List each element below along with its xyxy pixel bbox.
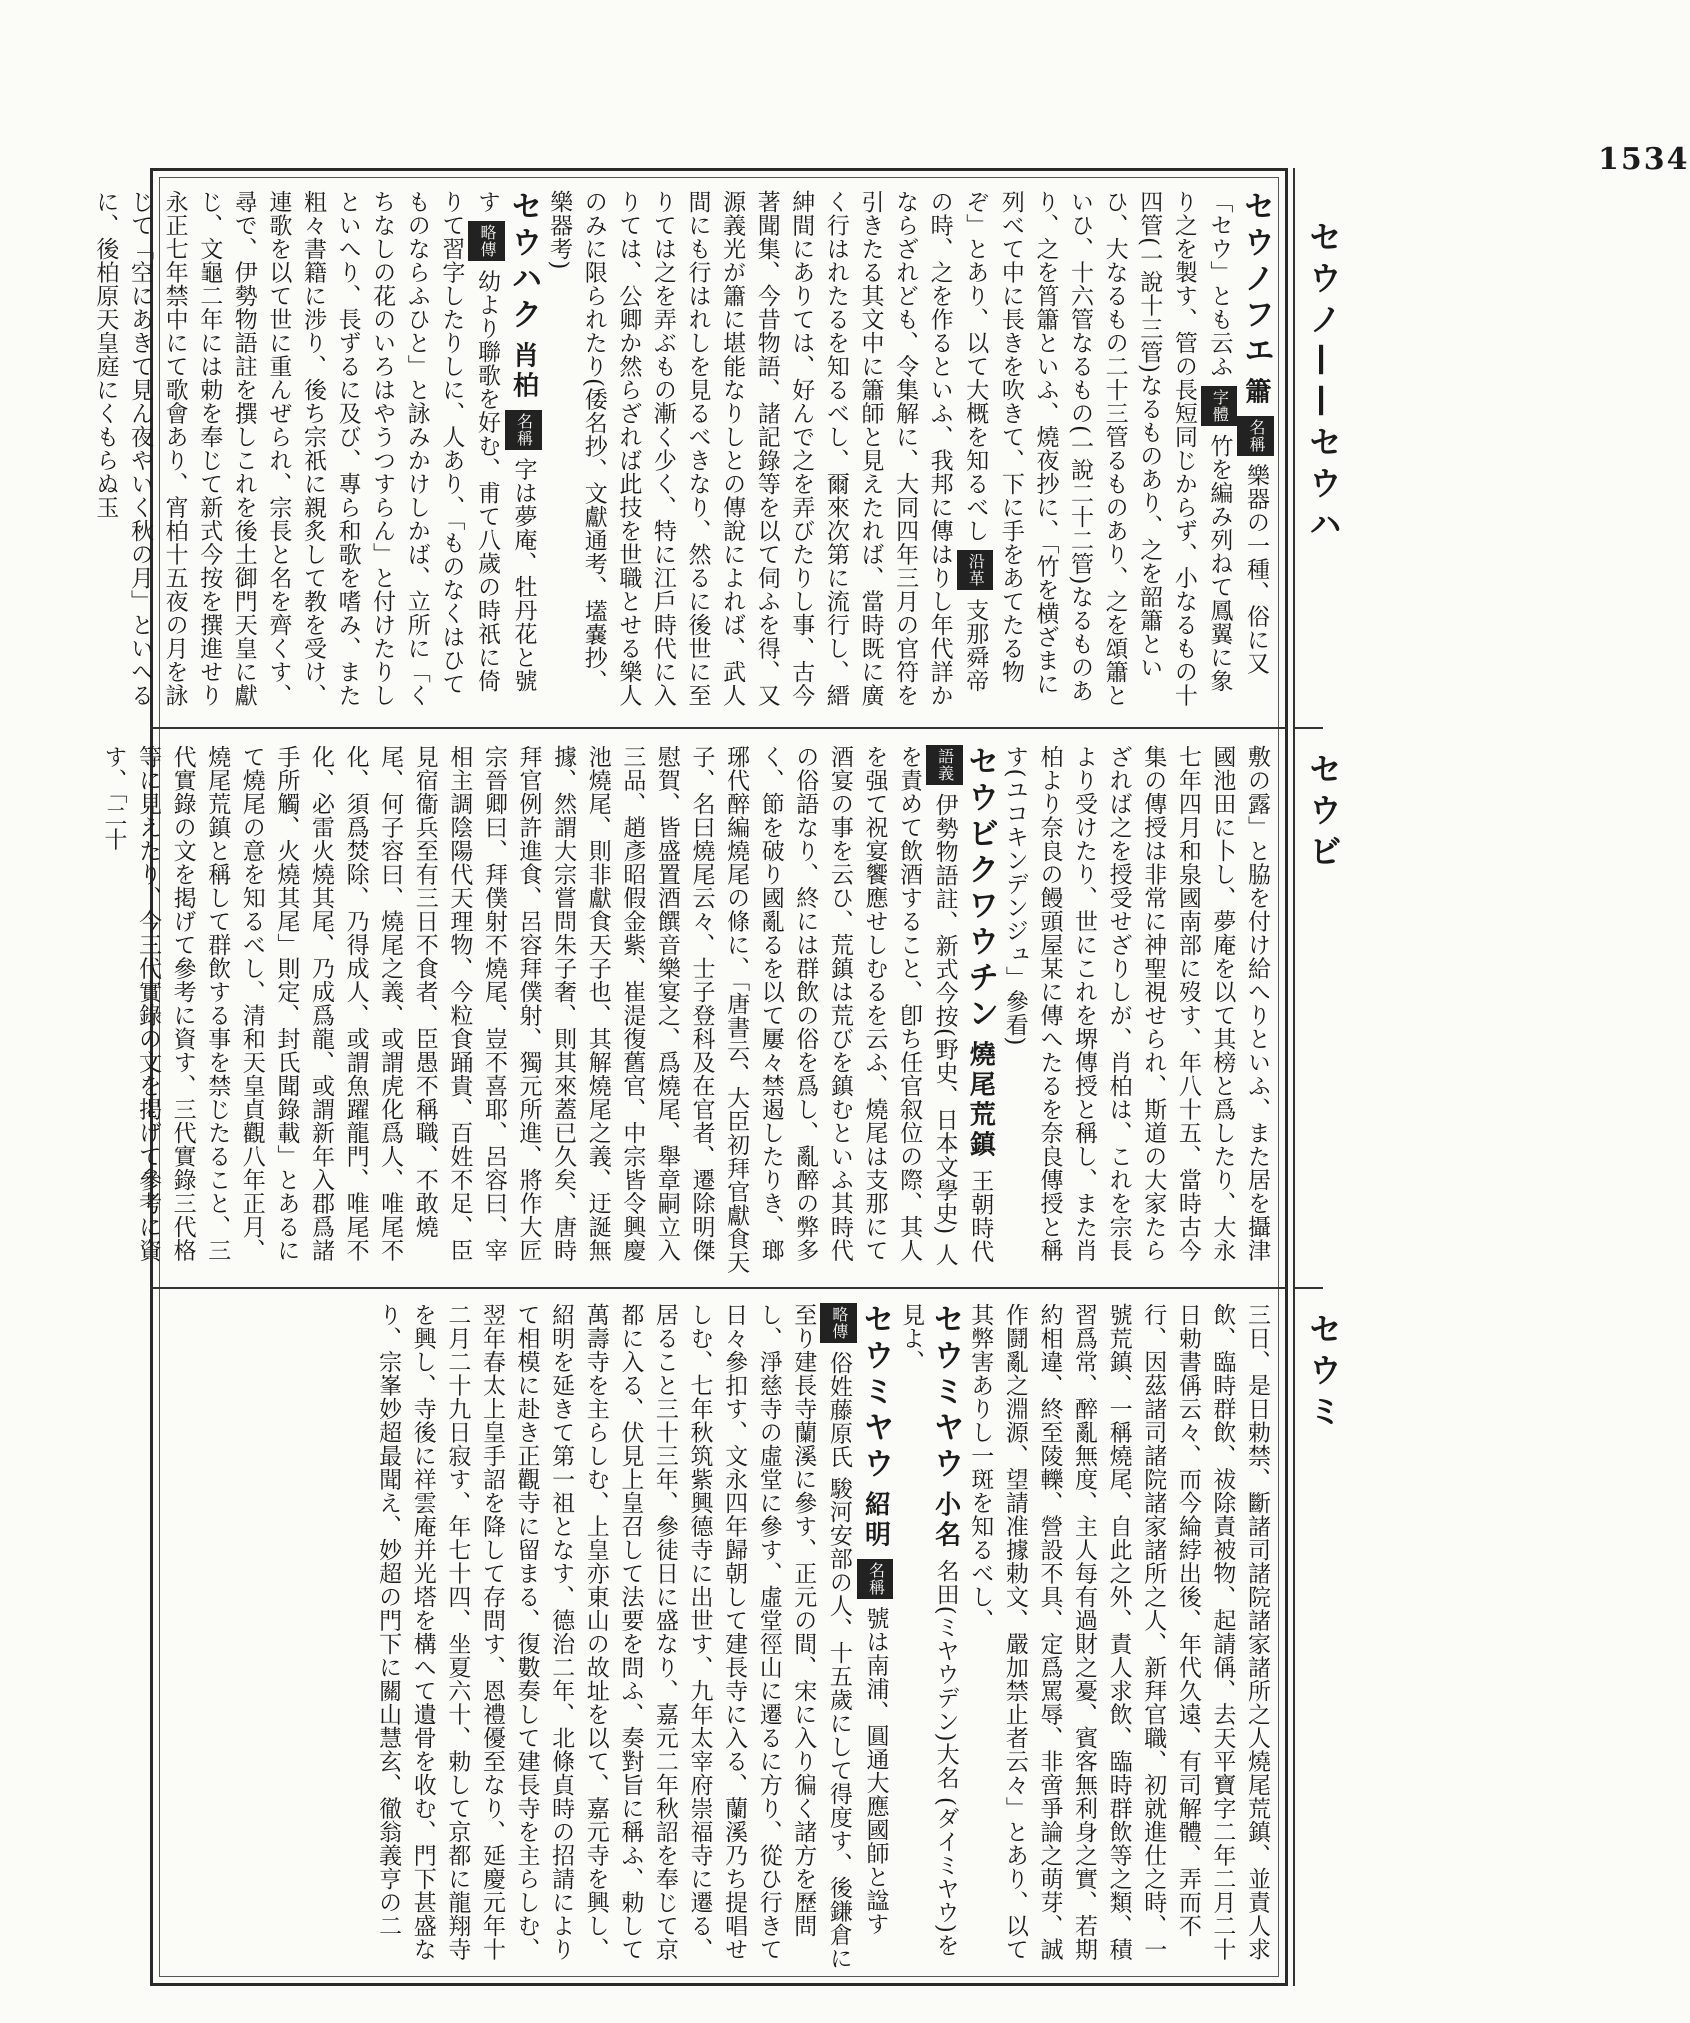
- index-label-seumi: セウミ: [1304, 1312, 1343, 1435]
- text-band-2: [100, 745, 1274, 1275]
- entry-kanji: 肖柏: [508, 341, 539, 402]
- entry-kanji: 簫: [1241, 377, 1271, 408]
- text-band-3: [164, 1303, 1274, 1973]
- entry-text: 號は南浦、圓通大應國師と諡す: [862, 1606, 889, 1936]
- index-label-seubi: セウビ: [1304, 752, 1343, 875]
- section-tag: 略傳: [468, 221, 505, 261]
- entry-text: 敷の露」と脇を付け給へりといふ、また居を攝津國池田に卜し、夢庵を以て其榜と爲したり、大永七年四月和泉國南部に歿す、年八十五、當時古今集の傳授は非常に神聖視せられ、斯道の大家たらざれば之を授受せざりしが、肖柏は、これを宗長より受けたり、世にこれを堺傳授と稱し、また肖柏より奈良の饅頭屋某に傳へたるを奈良傳授と稱す(ユコキンデンジュ」參看): [1001, 745, 1270, 1262]
- sidebar-divider: [1293, 168, 1295, 1986]
- section-tag: 字體: [1201, 386, 1238, 426]
- page-number: 1534: [1598, 142, 1690, 177]
- section-tag: 名稱: [857, 1559, 894, 1599]
- band-divider-1: [150, 727, 1288, 729]
- entry-text: 幼より聯歌を好む、甫て八歲の時祇に倚りて習字したりしに、人あり、「ものなくはひてものならふひと」と詠みかけしかば、立所に「くちなしの花のいろはやうつすらん」と付けたりしといへり、長ずるに及び、專ら和歌を嗜み、また粗々書籍に涉り、後ち宗祇に親炙して教を受け、連歌を以て世に重んぜられ、宗長と名を齊くす、尋で、伊勢物語註を撰しこれを後土御門天皇に獻じ、文龜二年には勅を奉じて新式今按を撰進せり永正七年禁中にて歌會あり、宵柏十五夜の月を詠じて「空にあきて見ん夜やいく秋の月」といへるに、後柏原天皇庭にくもらぬ玉: [92, 190, 500, 707]
- section-tag: 名稱: [505, 410, 542, 450]
- entry-seuhaku: [88, 190, 542, 715]
- entry-text: 名田(ミヤウデン)大名: [932, 1558, 959, 1790]
- entry-seumiyau-shoumyou: [893, 1303, 962, 1973]
- entry-kanji: 紹明: [860, 1490, 891, 1551]
- entry-seumiyau-jomin: [371, 1303, 894, 1973]
- entry-kanji: 小名: [930, 1490, 961, 1551]
- entry-text: (ダイミヤウ)を見よ、: [898, 1303, 959, 1957]
- entry-heading: セウミヤウ: [927, 1303, 964, 1483]
- entry-text: 竹を編み列ねて鳳翼に象り之を製す、管の長短同じからず、小なるもの十四管(一說十三管)なるものあり、之を韶簫といひ、大なるもの二十三管るものあり、之を頌簫といひ、十六管なるもの(一說二十二管)なるものあり、之を筲簫といふ、燒夜抄に、「竹を横ざまに列べて中に長きを吹きて、下に手をあてたる物ぞ」とあり、以て大概を知るべし: [962, 190, 1233, 707]
- entry-text: 字は夢庵、牡丹花と號す: [473, 190, 537, 693]
- continuation-text: [963, 1303, 1274, 1973]
- entry-heading: セウミヤウ: [857, 1303, 894, 1483]
- entry-text: 支那舜帝の時、之を作るといふ、我邦に傳はりし年代詳かならざれども、令集解に、大同四年三月の官符を引きたる其文中に簫師と見えたれば、當時既に廣く行はれたるを知るべし、爾來次第に流行し、縉紳間にありては、好んで之を弄びたりし事、古今著聞集、今昔物語、諸記錄等を以て伺ふを得、又源義光が簫に堪能なりしとの傳說によれば、武人間にも行はれしを見るべきなり、然るに後世に至りては之を弄ぶもの漸く少く、特に江戶時代に入りては、公卿か然らざれば此技を世職とせる樂人のみに限られたり(倭名抄、文獻通考、壒嚢抄、樂器考): [546, 190, 989, 707]
- entry-text: 人を責めて飲酒すること、卽ち任官叙位の際、其人を强て祝宴饗應せしむるを云ふ、燒尾は支那にて酒宴の事を云ひ、荒鎮は荒びを鎮むといふ其時代の俗語なり、終には群飲の俗を爲し、亂醉の弊多く、節を破り國亂るを以て屢々禁遏したりき、瑯琊代醉編燒尾の條に、「唐書云、大臣初拜官獻食天子、名曰燒尾云々、士子登科及在官者、遷除明傑慰賀、皆盛置酒饌音樂宴之、爲燒尾、舉章嗣立入三品、趙彥昭假金紫、崔湜復舊官、中宗皆令興慶池燒尾、則非獻食天子也、其解燒尾之義、迂誕無據、然謂大宗嘗問朱子奢、則其來蓋已久矣、唐時拜官例許進食、呂容拜僕射、獨元所進、將作大匠宗晉卿曰、拜僕射不燒尾、豈不喜耶、呂容曰、宰相主調陰陽代天理物、今粒食踊貴、百姓不足、臣見宿衞兵至有三日不食者、臣愚不稱職、不敢燒尾、何子容曰、燒尾之義、或謂虎化爲人、唯尾不化、須爲焚除、乃得成人、或謂魚躍龍門、唯尾不化、必雷火燒其尾、乃成爲龍、或謂新年入郡爲諸手所觸、火燒其尾」則定、封氏聞錄載」とあるにて燒尾の意を知るべし、清和天皇貞觀八年正月、燒尾荒鎮と稱して群飲する事を禁じたること、三代實錄の文を掲げて參考に資す、三代實錄三代格等に見えたり、今三代實錄の文を掲げて參考に資す、「二十: [100, 745, 958, 1274]
- entry-text: 駿河安部の人、十五歲にして得度す、後鎌倉に至り建長寺蘭溪に參す、正元の間、宋に入り徧く諸方を歷問し、淨慈寺の虛堂に參す、虛堂徑山に遷るに方り、從ひ行きて日々參扣す、文永四年歸朝して建長寺に入る、蘭溪乃ち提唱せしむ、七年秋筑紫興德寺に出世す、九年太宰府崇福寺に遷る、居ること三十三年、參徒日に盛なり、嘉元二年秋詔を奉じて京都に入る、伏見上皇召して法要を問ふ、奏對旨に稱ふ、勅して萬壽寺を主らしむ、上皇亦東山の故址を以て、嘉元寺を興し、紹明を延きて第一祖となす、德治二年、北條貞時の招請によりて相模に赴き正觀寺に留まる、復數奏して建長寺を主らしむ、翌年春太上皇手詔を降して存問す、恩禮優至なり、延慶元年十二月二十九日寂す、年七十四、坐夏六十、勅して京都に龍翔寺を興し、寺後に祥雲庵并光塔を構へて遺骨を收む、門下甚盛なり、宗峯妙超最聞え、妙超の門下に關山慧玄、徹翁義亨の二: [375, 1303, 852, 1970]
- entry-text: 伊勢物語註、新式今按(野史、日本文學史): [931, 792, 958, 1235]
- section-tag: 略傳: [820, 1303, 857, 1343]
- section-tag: 名稱: [1237, 416, 1274, 456]
- entry-heading: セウハク: [505, 190, 542, 334]
- section-tag: 沿革: [957, 550, 994, 590]
- sidebar-tick-2: [1293, 1287, 1323, 1289]
- continuation-text: [997, 745, 1274, 1275]
- index-label-range: セウノ——セウハ: [1304, 220, 1343, 548]
- entry-heading: セウノフエ: [1238, 190, 1274, 370]
- sidebar-tick-1: [1293, 727, 1323, 729]
- entry-seunofue: [542, 190, 1274, 715]
- entry-text: 俗姓藤原氏: [825, 1350, 852, 1469]
- entry-text: 三日、是日勅禁、斷諸司諸院諸家諸所之人燒尾荒鎮、並責人求飲、臨時群飲、祓除責被物、起請偁、去天平寶字二年二月二十日勅書偁云々、而今綸綍出後、年代久遠、有司解體、弄而不行、因茲諸司諸院諸家諸所之人、新拜官職、初就進仕之時、一號荒鎮、一稱燒尾、自此之外、責人求飲、臨時群飲等之類、積習爲常、醉亂無度、主人每有過財之憂、賓客無利身之實、若期約相違、終至陵轢、營設不具、定爲罵辱、非啻爭論之萌芽、誠作鬪亂之淵源、望請准據勅文、嚴加禁止者云々」とあり、以て其弊害ありし一斑を知るべし、: [967, 1303, 1270, 1961]
- text-band-1: [92, 190, 1274, 715]
- entry-kanji: 燒尾荒鎮: [965, 1040, 996, 1161]
- entry-text: 樂器の一種、俗に又「セウ」とも云ふ: [1206, 190, 1269, 675]
- entry-heading: セウビクワウチン: [962, 745, 999, 1033]
- section-tag: 語義: [926, 745, 963, 785]
- band-divider-2: [150, 1287, 1288, 1289]
- entry-text: 王朝時代: [967, 1168, 994, 1263]
- entry-seubikuwauchin: [96, 745, 997, 1275]
